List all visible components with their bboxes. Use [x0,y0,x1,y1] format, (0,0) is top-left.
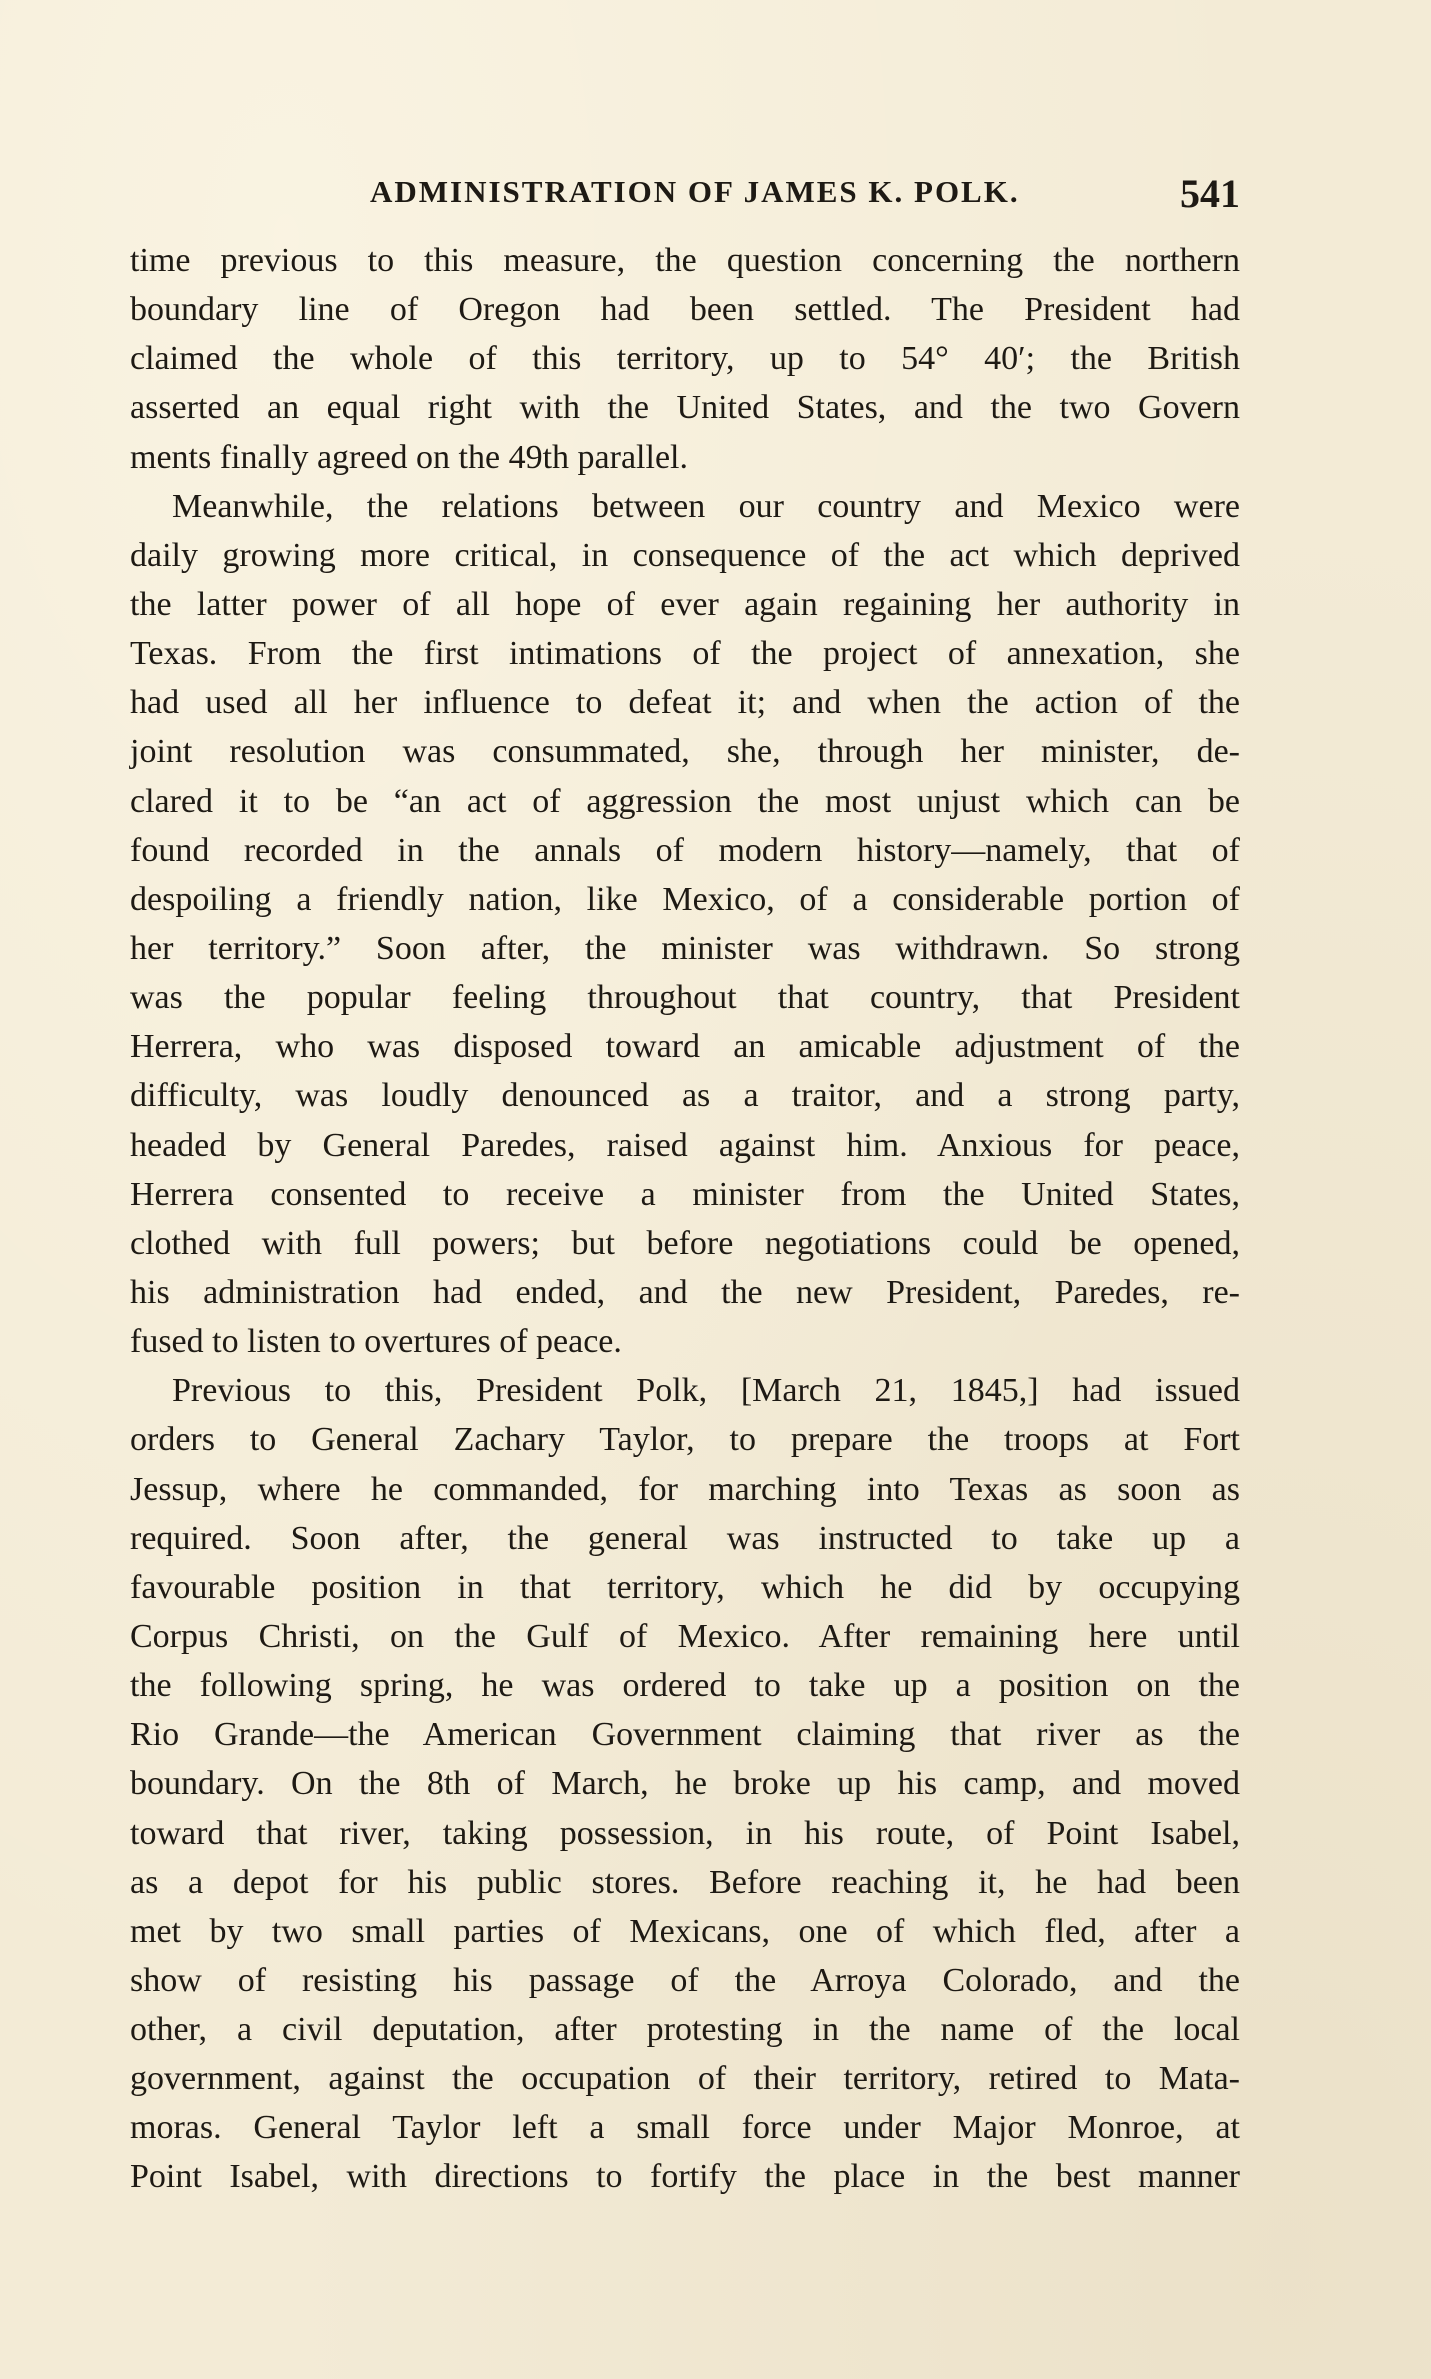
text-line: as a depot for his public stores. Before reaching it, he had been [130,1863,1240,1901]
text-line: government, against the occupation of their territory, retired to Mata- [130,2060,1240,2098]
text-line: moras. General Taylor left a small force under Major Monroe, at [130,2109,1240,2147]
text-line: boundary line of Oregon had been settled. The President had [130,291,1240,329]
text-line: had used all her influence to defeat it; and when the action of the [130,684,1240,722]
text-line: difficulty, was loudly denounced as a traitor, and a strong party, [130,1077,1240,1115]
text-line: Meanwhile, the relations between our country and Mexico were [172,487,1240,525]
text-line: clothed with full powers; but before negotiations could be opened, [130,1224,1240,1262]
text-line: Herrera consented to receive a minister from the United States, [130,1175,1240,1213]
text-line: his administration had ended, and the new President, Paredes, re- [130,1273,1240,1311]
text-line: was the popular feeling throughout that country, that President [130,979,1240,1017]
text-line: daily growing more critical, in consequence of the act which deprived [130,536,1240,574]
text-line: orders to General Zachary Taylor, to prepare the troops at Fort [130,1421,1240,1459]
text-line: asserted an equal right with the United States, and the two Govern [130,389,1240,427]
text-line: joint resolution was consummated, she, through her minister, de- [130,733,1240,771]
text-line: Rio Grande—the American Government claiming that river as the [130,1716,1240,1754]
text-line: the following spring, he was ordered to take up a position on the [130,1667,1240,1705]
text-line: found recorded in the annals of modern history—namely, that of [130,831,1240,869]
text-line: despoiling a friendly nation, like Mexico, of a considerable portion of [130,880,1240,918]
text-line: claimed the whole of this territory, up to 54° 40′; the British [130,340,1240,378]
page-number: 541 [1180,171,1240,216]
text-line: other, a civil deputation, after protesting in the name of the local [130,2011,1240,2049]
text-line: Corpus Christi, on the Gulf of Mexico. After remaining here until [130,1617,1240,1655]
text-line: met by two small parties of Mexicans, one of which fled, after a [130,1912,1240,1950]
text-line: Previous to this, President Polk, [March 21, 1845,] had issued [172,1372,1240,1410]
text-line: toward that river, taking possession, in his route, of Point Isabel, [130,1814,1240,1852]
text-line: Jessup, where he commanded, for marching into Texas as soon as [130,1470,1240,1508]
body-text [130,236,1240,2202]
running-head: ADMINISTRATION OF JAMES K. POLK. [370,174,1020,209]
text-line: boundary. On the 8th of March, he broke up his camp, and moved [130,1765,1240,1803]
text-line: her territory.” Soon after, the minister was withdrawn. So strong [130,929,1240,967]
text-line: Herrera, who was disposed toward an amicable adjustment of the [130,1028,1240,1066]
text-line: headed by General Paredes, raised against him. Anxious for peace, [130,1126,1240,1164]
text-line: show of resisting his passage of the Arroya Colorado, and the [130,1961,1240,1999]
text-line: Point Isabel, with directions to fortify the place in the best manner [130,2158,1240,2196]
page-header [370,170,1240,220]
text-line: Texas. From the first intimations of the project of annexation, she [130,635,1240,673]
text-line: clared it to be “an act of aggression the most unjust which can be [130,782,1240,820]
text-line: fused to listen to overtures of peace. [130,1323,622,1361]
text-line: time previous to this measure, the question concerning the northern [130,242,1240,279]
text-line: the latter power of all hope of ever again regaining her authority in [130,585,1240,623]
text-line: favourable position in that territory, which he did by occupying [130,1568,1240,1606]
text-line: ments finally agreed on the 49th parallel. [130,438,688,476]
text-line: required. Soon after, the general was instructed to take up a [130,1519,1240,1557]
